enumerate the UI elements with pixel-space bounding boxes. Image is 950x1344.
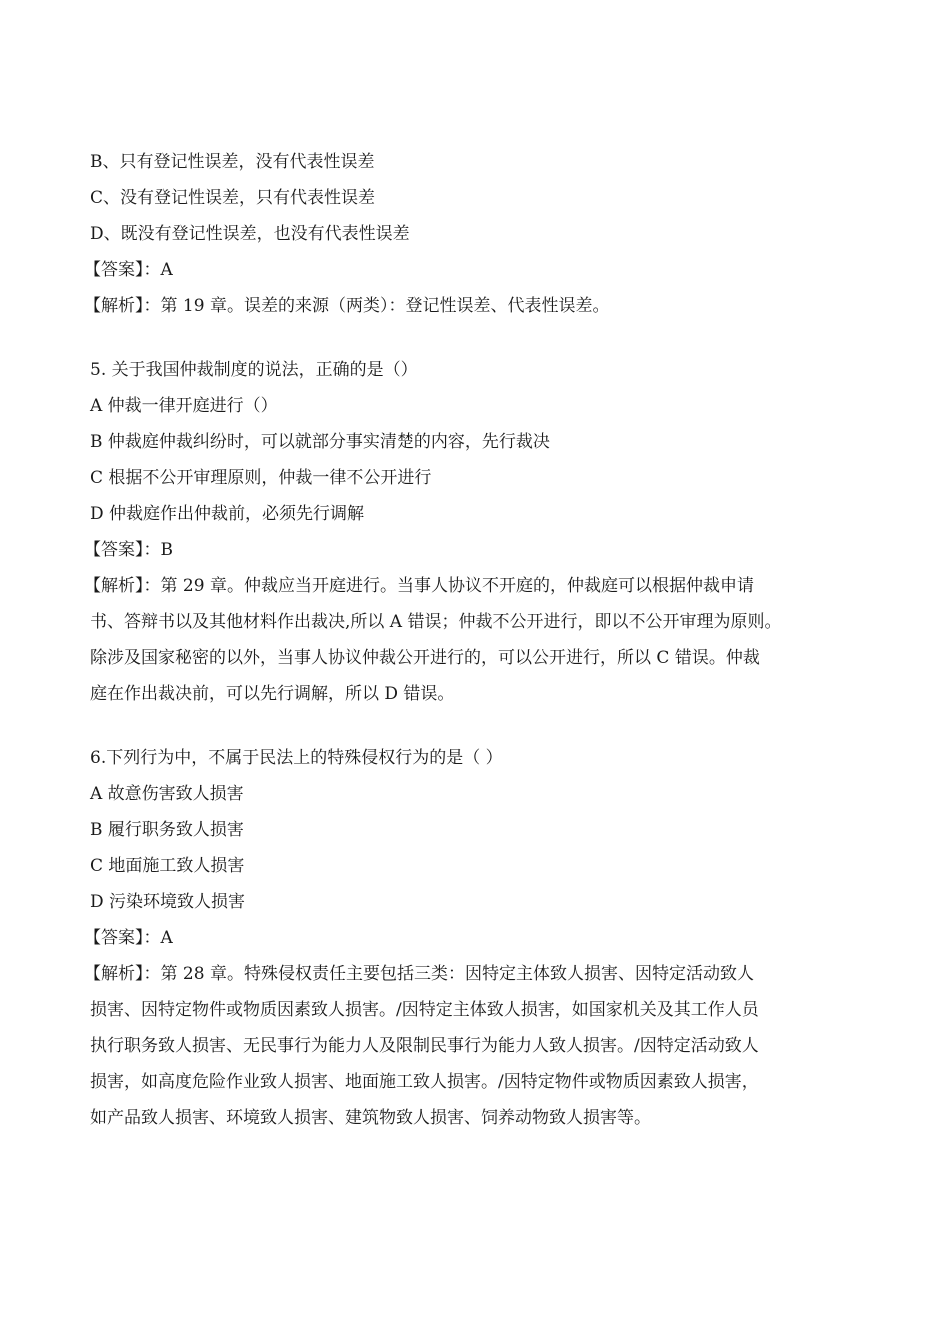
document-content bbox=[84, 144, 860, 1136]
q6-analysis-line: 损害，如高度危险作业致人损害、地面施工致人损害。/因特定物件或物质因素致人损害， bbox=[90, 1072, 759, 1092]
q5-analysis-line: 书、答辩书以及其他材料作出裁决,所以 A 错误；仲裁不公开进行，即以不公开审理为原则。 bbox=[90, 612, 782, 632]
q5-analysis bbox=[84, 568, 860, 712]
q5-option-a: A 仲裁一律开庭进行（） bbox=[90, 396, 278, 416]
q5-analysis-line: 除涉及国家秘密的以外，当事人协议仲裁公开进行的，可以公开进行，所以 C 错误。仲裁 bbox=[90, 648, 760, 668]
q5-option-d: D 仲裁庭作出仲裁前，必须先行调解 bbox=[90, 504, 365, 524]
q4-option-b: B、只有登记性误差，没有代表性误差 bbox=[90, 152, 375, 172]
spacer bbox=[90, 712, 860, 740]
q6-option-d: D 污染环境致人损害 bbox=[90, 892, 246, 912]
q6-answer: 【答案】：A bbox=[84, 928, 173, 948]
q5-answer: 【答案】：B bbox=[84, 540, 173, 560]
q4-option-c: C、没有登记性误差，只有代表性误差 bbox=[90, 188, 376, 208]
q5-option-b: B 仲裁庭仲裁纠纷时，可以就部分事实清楚的内容，先行裁决 bbox=[90, 432, 550, 452]
spacer bbox=[90, 324, 860, 352]
q4-analysis: 【解析】：第 19 章。误差的来源（两类）：登记性误差、代表性误差。 bbox=[84, 296, 610, 316]
question-6-block bbox=[84, 740, 860, 1136]
q6-analysis-line: 如产品致人损害、环境致人损害、建筑物致人损害、饲养动物致人损害等。 bbox=[90, 1108, 651, 1128]
q5-analysis-line: 【解析】：第 29 章。仲裁应当开庭进行。当事人协议不开庭的，仲裁庭可以根据仲裁申请 bbox=[84, 576, 754, 596]
q6-question: 6.下列行为中，不属于民法上的特殊侵权行为的是（ ） bbox=[90, 748, 503, 768]
q5-analysis-line: 庭在作出裁决前，可以先行调解，所以 D 错误。 bbox=[90, 684, 455, 704]
question-4-block bbox=[84, 144, 860, 324]
q4-option-d: D、既没有登记性误差，也没有代表性误差 bbox=[90, 224, 410, 244]
q4-answer: 【答案】：A bbox=[84, 260, 173, 280]
q6-analysis-line: 【解析】：第 28 章。特殊侵权责任主要包括三类：因特定主体致人损害、因特定活动致人 bbox=[84, 964, 754, 984]
q6-analysis-line: 损害、因特定物件或物质因素致人损害。/因特定主体致人损害，如国家机关及其工作人员 bbox=[90, 1000, 759, 1020]
q6-option-b: B 履行职务致人损害 bbox=[90, 820, 244, 840]
question-5-block bbox=[84, 352, 860, 712]
q6-option-c: C 地面施工致人损害 bbox=[90, 856, 245, 876]
q6-option-a: A 故意伤害致人损害 bbox=[90, 784, 244, 804]
q6-analysis-line: 执行职务致人损害、无民事行为能力人及限制民事行为能力人致人损害。/因特定活动致人 bbox=[90, 1036, 759, 1056]
q6-analysis bbox=[84, 956, 860, 1136]
q5-question: 5. 关于我国仲裁制度的说法，正确的是（） bbox=[90, 360, 418, 380]
q5-option-c: C 根据不公开审理原则，仲裁一律不公开进行 bbox=[90, 468, 432, 488]
